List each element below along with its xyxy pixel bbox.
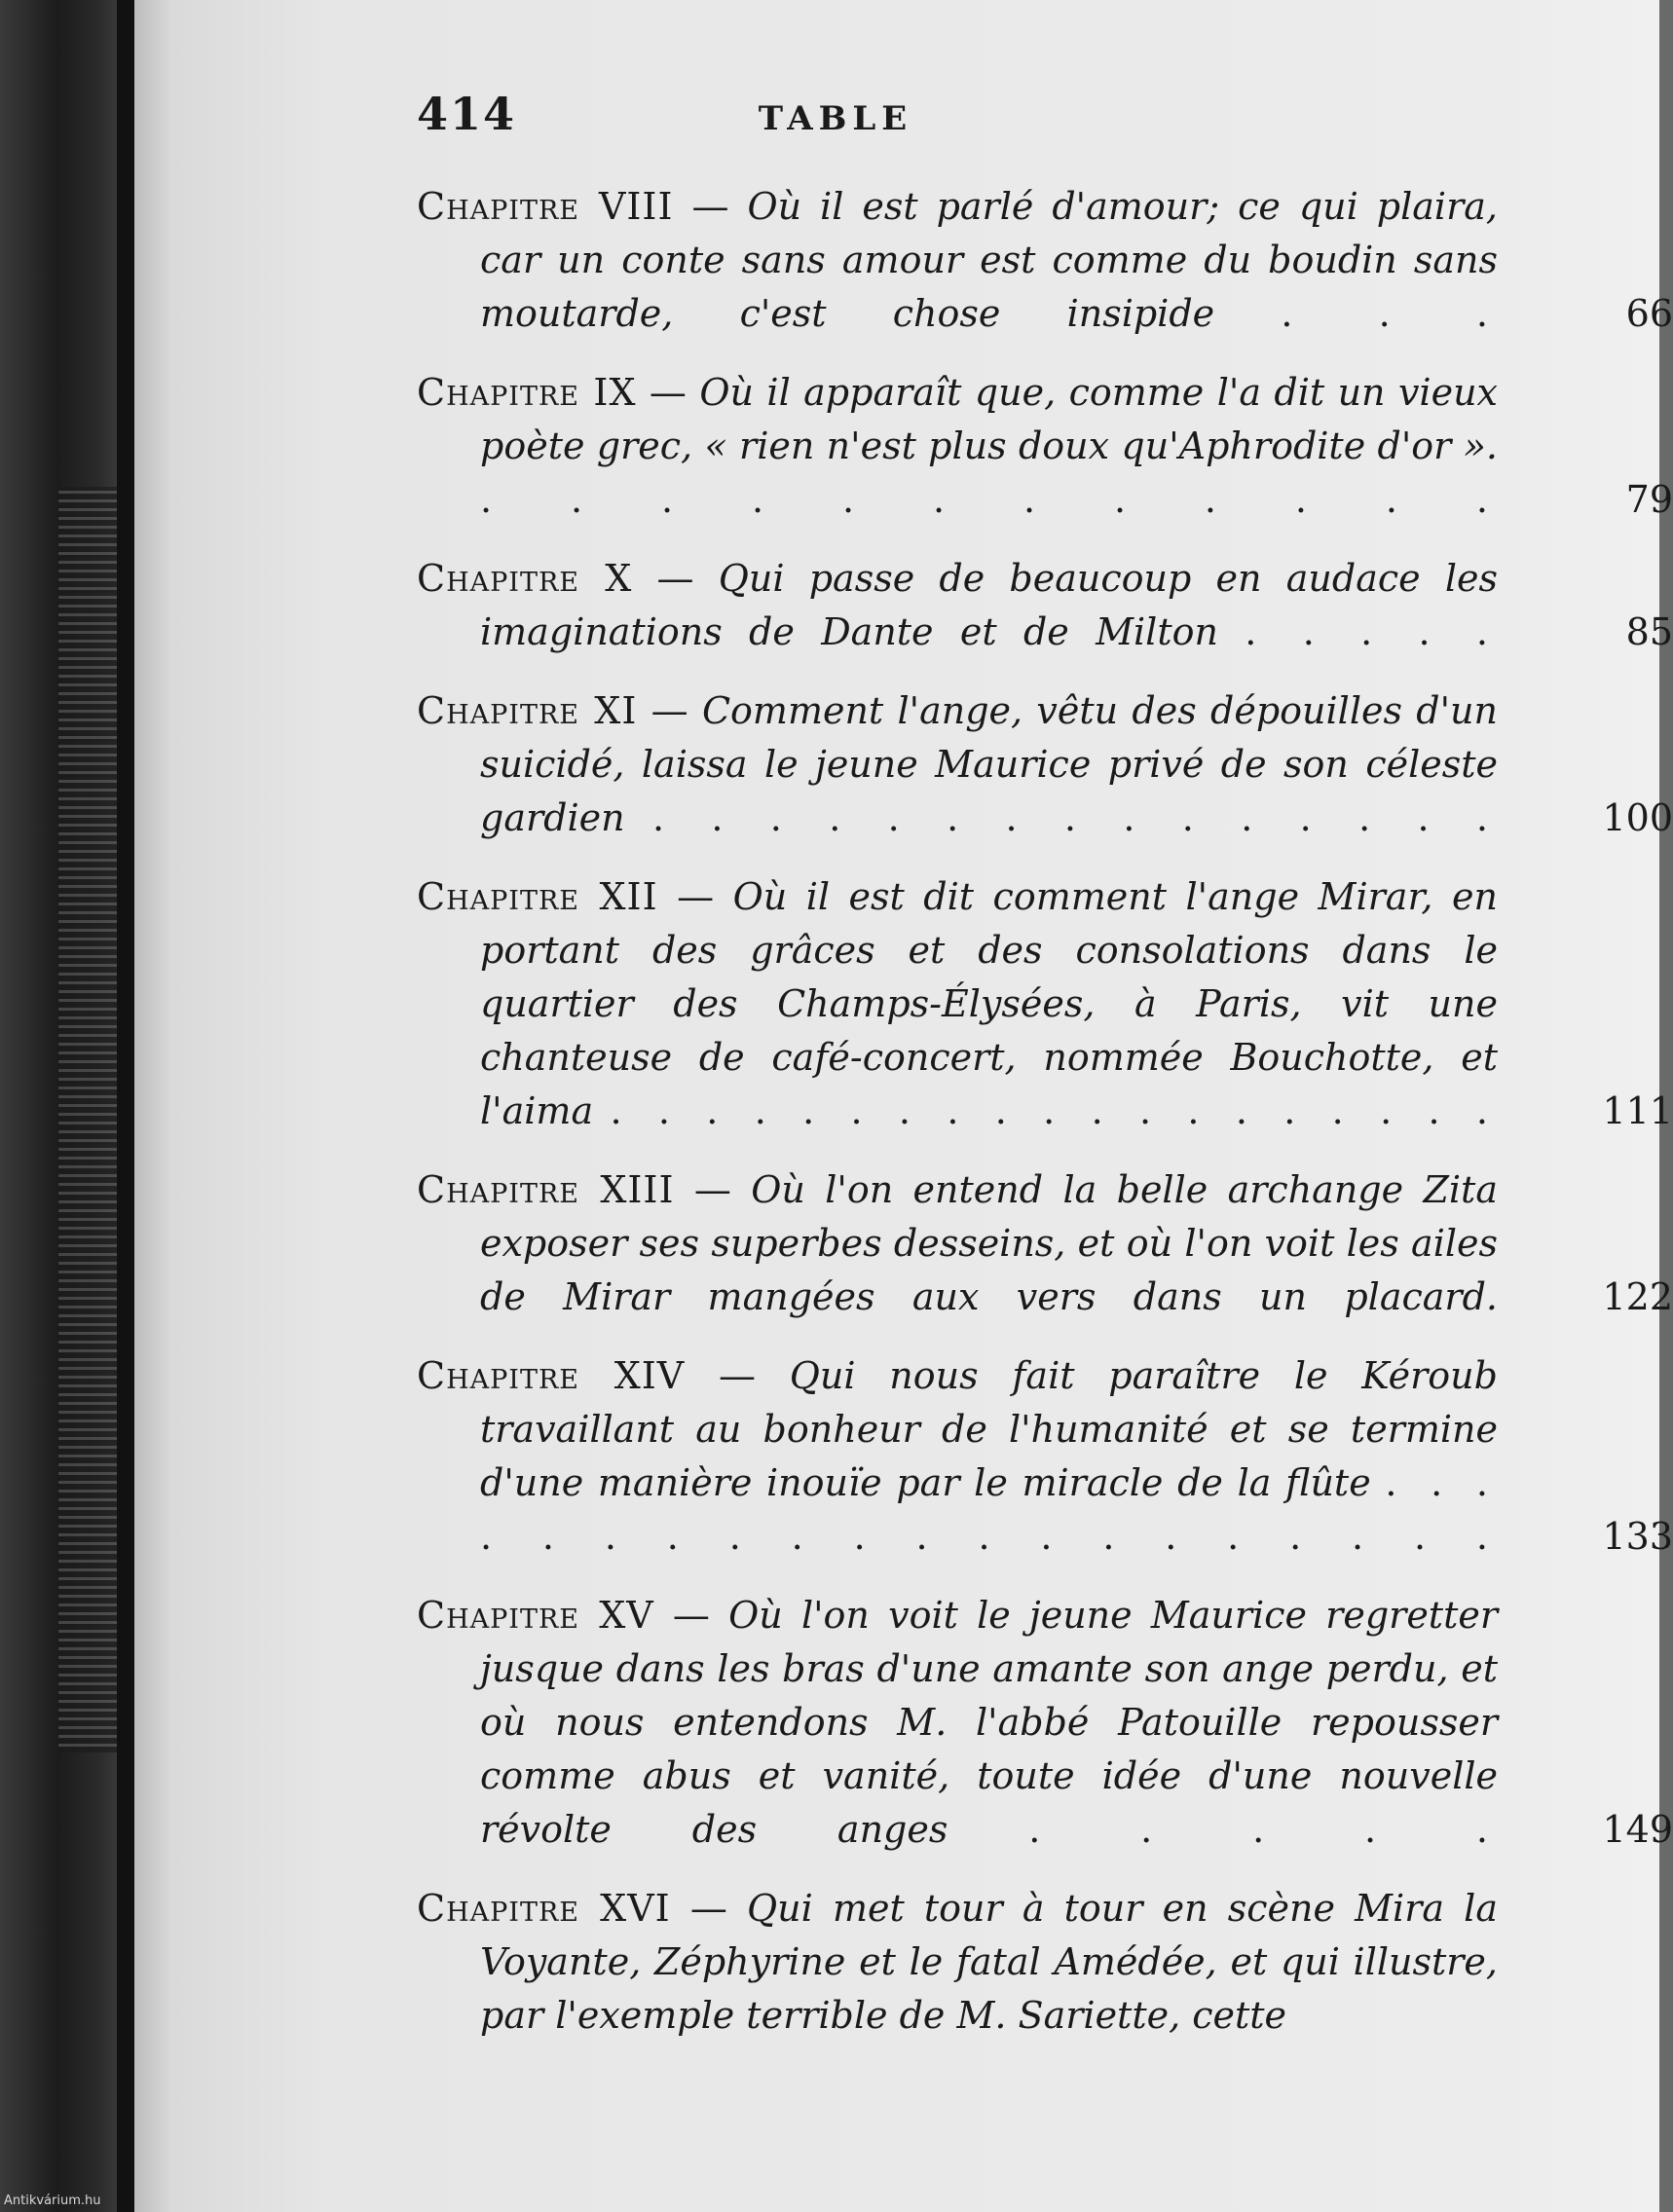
chapter-title: Qui nous fait paraître le Kéroub travaillant au bonheur de l'humanité et se termine d'une manière inouïe par le miracle de la flûte [480, 1354, 1498, 1504]
chapter-title: Comment l'ange, vêtu des dépouilles d'un suicidé, laissa le jeune Maurice privé de son céleste gardien [480, 689, 1498, 839]
page-header [417, 88, 1673, 146]
chapter-label: Chapitre XIII [417, 1168, 675, 1211]
chapter-label: Chapitre IX [417, 371, 637, 414]
dot-leaders: . . . . . . . . . . . . . . . . . . . . [480, 1461, 1498, 1558]
toc-entry: Chapitre VIII — Où il est parlé d'amour; ce qui plaira, car un conte sans amour est comme du boudin sans moutarde, c'est chose insipide . . . 66 [417, 180, 1673, 341]
chapter-label: Chapitre XII [417, 875, 658, 918]
toc-entry: Chapitre XVI — Qui met tour à tour en scène Mira la Voyante, Zéphyrine et le fatal Amédée, et qui illustre, par l'exemple terrible de M. Sariette, cette [417, 1887, 1498, 2037]
dot-leaders: . . . [1281, 292, 1498, 335]
chapter-page: 85 [1625, 610, 1673, 653]
table-of-contents [417, 180, 1673, 2068]
chapter-page: 149 [1602, 1808, 1673, 1851]
chapter-page: 133 [1602, 1515, 1673, 1558]
dot-leaders: . . . . . . . . . . . . [480, 478, 1498, 521]
dot-leaders: . . . . . [1028, 1808, 1498, 1851]
chapter-page: 100 [1602, 796, 1673, 839]
toc-entry: Chapitre X — Qui passe de beaucoup en audace les imaginations de Dante et de Milton . . . . . 85 [417, 552, 1673, 659]
running-title: TABLE [758, 99, 913, 138]
toc-entry: Chapitre XIV — Qui nous fait paraître le Kéroub travaillant au bonheur de l'humanité et se termine d'une manière inouïe par le miracle de la flûte . . . . . . . . . . . . . . . . . . . . 133 [417, 1349, 1673, 1564]
toc-entry: Chapitre IX — Où il apparaît que, comme l'a dit un vieux poète grec, « rien n'est plus doux qu'Aphrodite d'or ». . . . . . . . . . . . . 79 [417, 366, 1673, 527]
chapter-label: Chapitre XV [417, 1594, 654, 1637]
chapter-title: Où l'on voit le jeune Maurice regretter jusque dans les bras d'une amante son ange perdu, et où nous entendons M. l'abbé Patouille repousser comme abus et vanité, toute idée d'une nouvelle révolte des anges [480, 1594, 1498, 1851]
dot-leaders: . . . . . [1245, 610, 1498, 653]
chapter-title: Où il apparaît que, comme l'a dit un vieux poète grec, « rien n'est plus doux qu'Aphrodite d'or ». [480, 371, 1498, 467]
toc-entry: Chapitre XV — Où l'on voit le jeune Maurice regretter jusque dans les bras d'une amante son ange perdu, et où nous entendons M. l'abbé Patouille repousser comme abus et vanité, toute idée d'une nouvelle révolte des anges . . . . . 149 [417, 1589, 1673, 1857]
spine-edge [117, 0, 134, 2212]
watermark: Antikvárium.hu [4, 2194, 101, 2208]
book-page [134, 0, 1673, 2212]
chapter-label: Chapitre XVI [417, 1887, 671, 1930]
chapter-page: 111 [1602, 1089, 1673, 1132]
chapter-label: Chapitre XIV [417, 1354, 686, 1397]
chapter-page: 79 [1625, 478, 1673, 521]
page-number: 414 [417, 88, 517, 140]
chapter-title: Qui passe de beaucoup en audace les imaginations de Dante et de Milton [480, 557, 1498, 653]
chapter-title: Qui met tour à tour en scène Mira la Voyante, Zéphyrine et le fatal Amédée, et qui illustre, par l'exemple terrible de M. Sariette, cette [480, 1887, 1498, 2037]
chapter-page: 66 [1625, 292, 1673, 335]
chapter-label: Chapitre XI [417, 689, 638, 732]
toc-entry: Chapitre XIII — Où l'on entend la belle archange Zita exposer ses superbes desseins, et où l'on voit les ailes de Mirar mangées aux vers dans un placard. 122 [417, 1163, 1673, 1324]
chapter-title: Où il est parlé d'amour; ce qui plaira, car un conte sans amour est comme du boudin sans moutarde, c'est chose insipide [480, 185, 1498, 335]
chapter-label: Chapitre VIII [417, 185, 674, 228]
chapter-title: Où l'on entend la belle archange Zita exposer ses superbes desseins, et où l'on voit les ailes de Mirar mangées aux vers dans un placard. [480, 1168, 1498, 1318]
toc-entry: Chapitre XI — Comment l'ange, vêtu des dépouilles d'un suicidé, laissa le jeune Maurice privé de son céleste gardien . . . . . . . . . . . . . . . 100 [417, 684, 1673, 845]
toc-entry: Chapitre XII — Où il est dit comment l'ange Mirar, en portant des grâces et des consolations dans le quartier des Champs-Élysées, à Paris, vit une chanteuse de café-concert, nommée Bouchotte, et l'aima . . . . . . . . . . . . . . . . . . . 111 [417, 870, 1673, 1138]
dot-leaders: . . . . . . . . . . . . . . . . . . . [610, 1089, 1498, 1132]
chapter-label: Chapitre X [417, 557, 633, 600]
chapter-title: Où il est dit comment l'ange Mirar, en portant des grâces et des consolations dans le quartier des Champs-Élysées, à Paris, vit une chanteuse de café-concert, nommée Bouchotte, et l'aima [480, 875, 1498, 1132]
dot-leaders: . . . . . . . . . . . . . . . [651, 796, 1498, 839]
chapter-page: 122 [1602, 1275, 1673, 1318]
